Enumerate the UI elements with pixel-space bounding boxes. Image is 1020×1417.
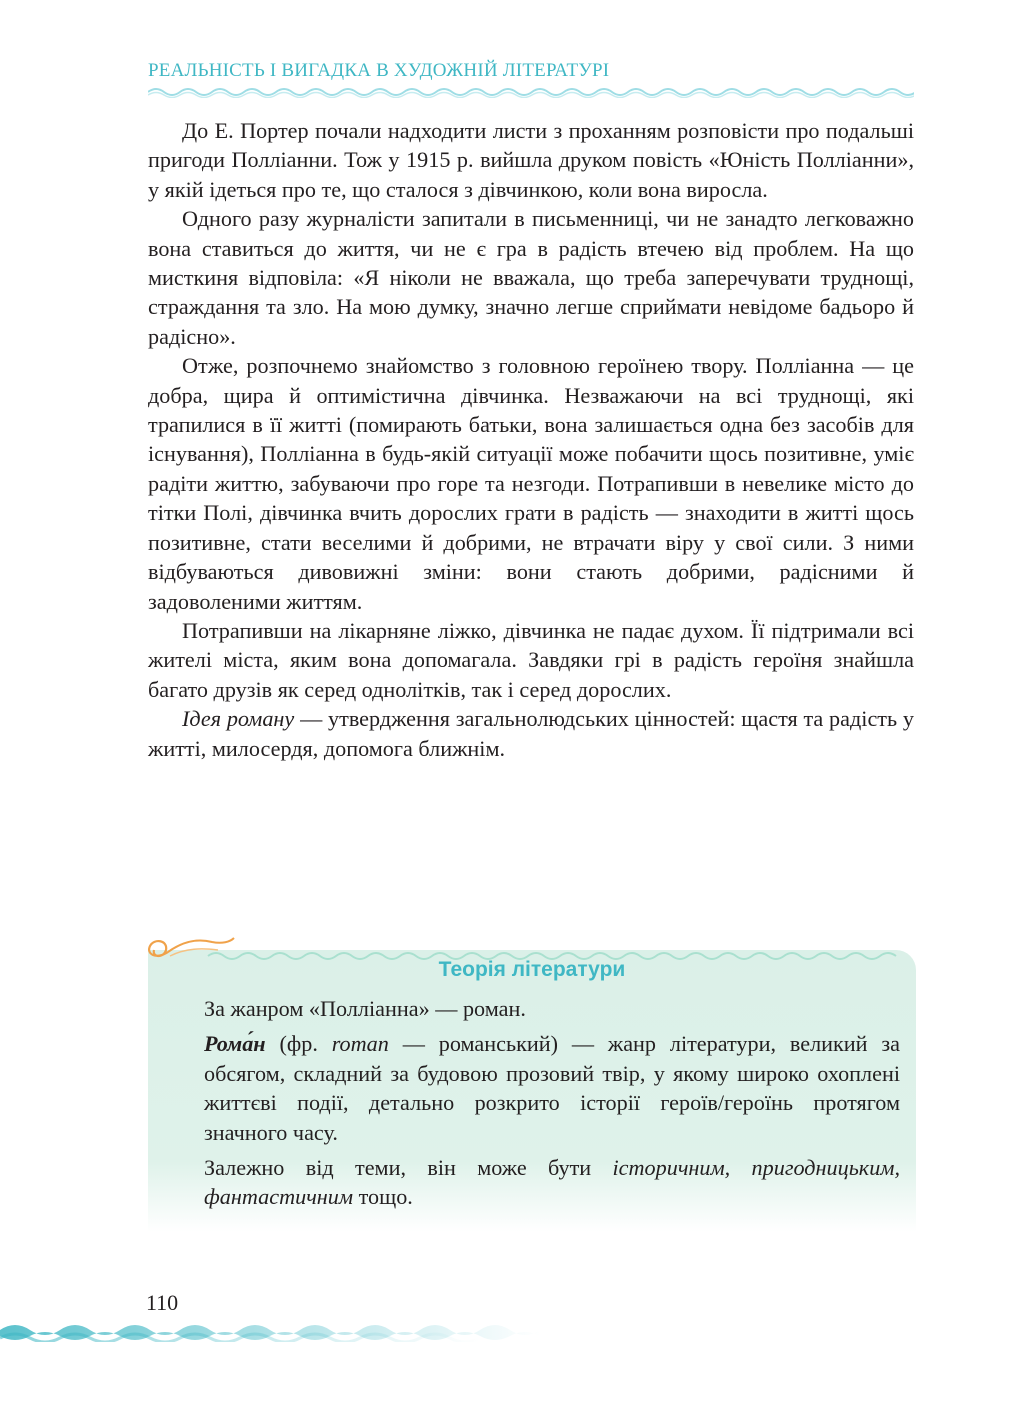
footer-wave-decoration (0, 1312, 540, 1342)
paragraph: Потрапивши на лікарняне ліжко, дівчинка не падає духом. Її підтримали всі жителі міста, яким вона допомагала. Завдяки грі в радість героїня знайшла багато друзів як серед однолітків, так і серед дорослих. (148, 617, 914, 702)
idea-term: Ідея роману (182, 706, 295, 732)
definition-origin-word: roman (331, 1031, 389, 1057)
novel-types (204, 1153, 900, 1212)
types-prefix: Залежно від теми, він може бути (204, 1155, 613, 1181)
types-list: історичним, пригодницьким, фантастичним (204, 1155, 900, 1210)
idea-text: — утвердження загальнолюдських цінностей: щастя та радість у житті, милосердя, допомога ближнім. (148, 706, 914, 761)
genre-line: За жанром «Полліанна» — роман. (204, 996, 526, 1021)
types-suffix: тощо. (353, 1184, 413, 1210)
header-wave-decoration (148, 86, 914, 98)
definition-term: Рома́н (204, 1031, 266, 1057)
swirl-ornament-icon (138, 930, 238, 974)
paragraph: Отже, розпочнемо знайомство з головною героїнею твору. Полліанна — це добра, щира й оптимістична дівчинка. Незважаючи на всі труднощі, які трапилися в її житті (помирають батьки, вона залишається одна без засобів для існування), Полліанна в будь-якій ситуації може побачити щось позитивне, уміє радіти життю, забуваючи про горе та незгоди. Потрапивши в невелике місто до тітки Полі, дівчинка вчить дорослих грати в радість — знаходити в житті щось позитивне, стати веселими й добрими, не втрачати віру у свої сили. З ними відбуваються дивовижні зміни: вони стають добрими, радісними й задоволеними життям. (148, 353, 914, 614)
theory-body (204, 994, 900, 1218)
theory-box (148, 950, 916, 1232)
paragraph: До Е. Портер почали надходити листи з проханням розповісти про подальші пригоди Полліанни. Тож у 1915 р. вийшла друком повість «Юність Полліанни», у якій ідеться про те, що сталося з дівчинкою, коли вона виросла. (148, 118, 914, 202)
running-header: РЕАЛЬНІСТЬ І ВИГАДКА В ХУДОЖНІЙ ЛІТЕРАТУРІ (148, 60, 610, 81)
idea-paragraph (148, 704, 914, 763)
definition-origin-prefix: (фр. (265, 1031, 332, 1057)
definition-text: — романський) — жанр літератури, великий за обсягом, складний за будовою прозовий твір, у якому широко охоплені життєві події, детально розкрито історії героїв/героїнь протягом значного часу. (204, 1031, 901, 1145)
main-text (148, 116, 914, 763)
page-number: 110 (146, 1290, 179, 1315)
novel-definition (204, 1029, 900, 1147)
paragraph: Одного разу журналісти запитали в письменниці, чи не занадто легковажно вона ставиться до життя, чи не є гра в радість втечею від проблем. На що мисткиня відповіла: «Я ніколи не вважала, що треба заперечувати труднощі, страждання та зло. На мою думку, значно легше сприймати невідоме бадьоро й радісно». (148, 206, 914, 349)
theory-title: Теорія літератури (438, 958, 626, 981)
